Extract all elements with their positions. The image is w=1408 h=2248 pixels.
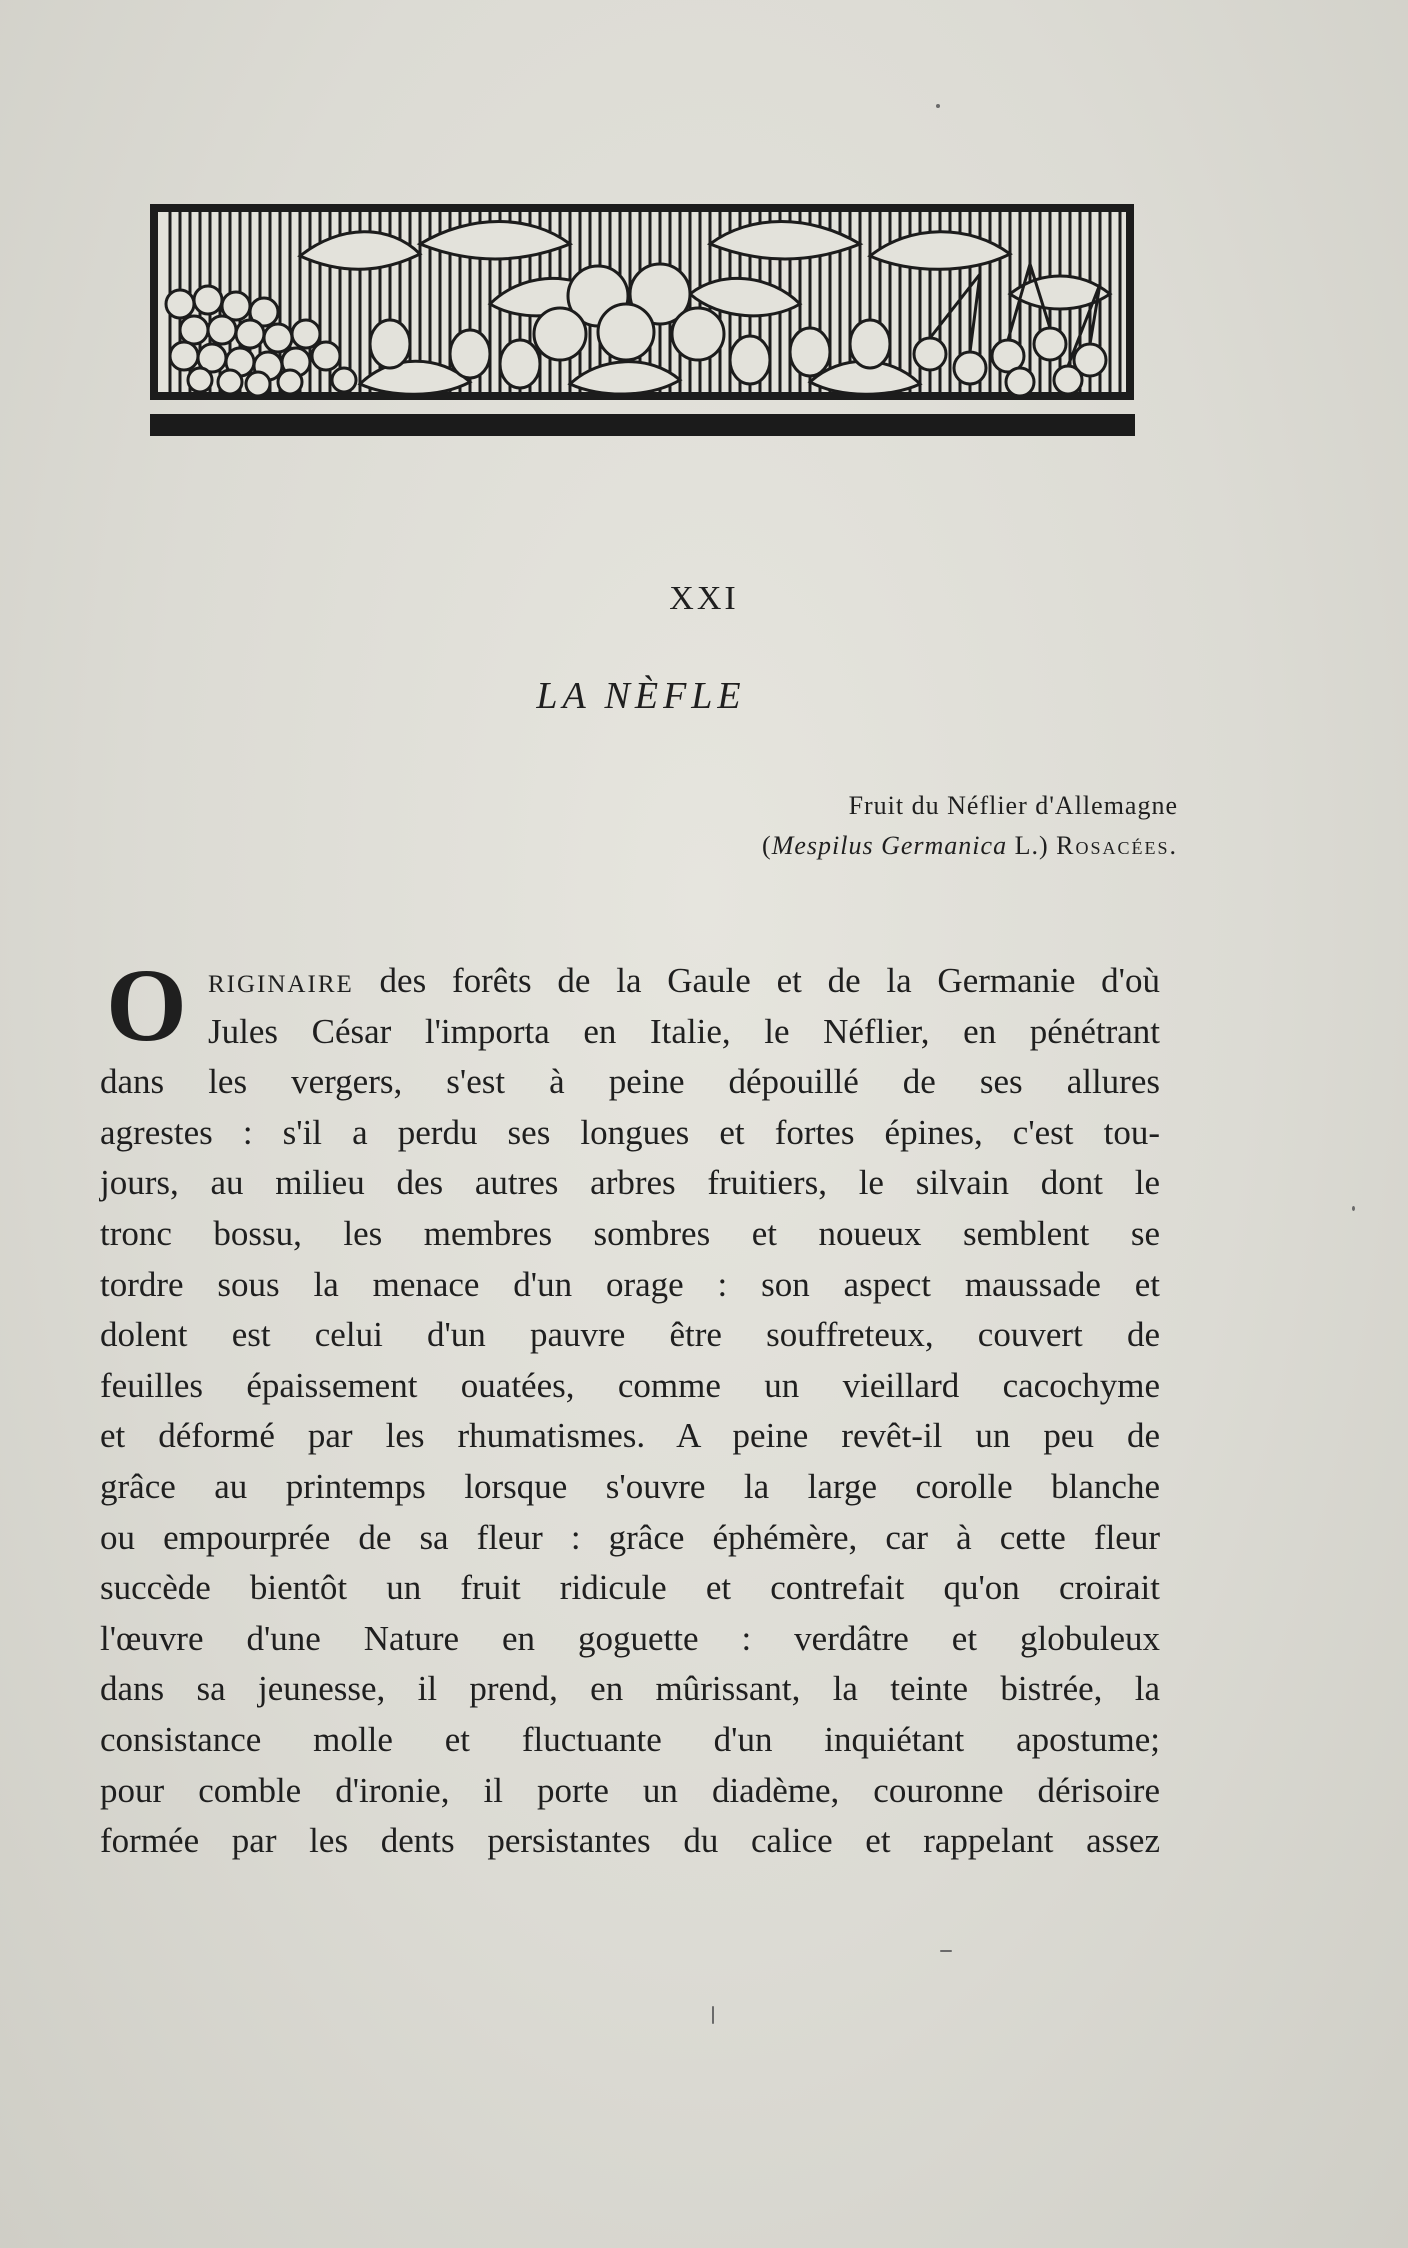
ornamental-headpiece <box>150 204 1134 400</box>
text-line: tronc bossu, les membres sombres et noueux semblent se <box>100 1213 1160 1253</box>
text-line: succède bientôt un fruit ridicule et contrefait qu'on croirait <box>100 1568 1160 1608</box>
text-line: tordre sous la menace d'un orage : son aspect maussade et <box>100 1264 1160 1304</box>
text-line: agrestes : s'il a perdu ses longues et fortes épines, c'est tou- <box>100 1112 1160 1152</box>
paper-speck <box>940 1950 952 1952</box>
subtitle-line-1: Fruit du Néflier d'Allemagne <box>848 791 1178 820</box>
text-line: ou empourprée de sa fleur : grâce éphémère, car à cette fleur <box>100 1517 1160 1557</box>
family-name: Rosacées. <box>1056 831 1178 860</box>
text-line: grâce au printemps lorsque s'ouvre la large corolle blanche <box>100 1466 1160 1506</box>
paper-speck <box>936 104 940 108</box>
paper-speck <box>712 2006 714 2024</box>
text-line: pour comble d'ironie, il porte un diadème, couronne dérisoire <box>100 1770 1160 1810</box>
text-line: formée par les dents persistantes du calice et rappelant assez <box>100 1821 1160 1861</box>
latin-name: Mespilus Germanica <box>771 831 1008 860</box>
paper-speck <box>1352 1206 1355 1211</box>
text-line: l'œuvre d'une Nature en goguette : verdâtre et globuleux <box>100 1618 1160 1658</box>
text-line: Jules César l'importa en Italie, le Néflier, en pénétrant <box>208 1011 1160 1051</box>
chapter-number: XXI <box>669 580 739 617</box>
text-line: dans les vergers, s'est à peine dépouillé de ses allures <box>100 1062 1160 1102</box>
text-line: dolent est celui d'un pauvre être souffreteux, couvert de <box>100 1315 1160 1355</box>
text-line: feuilles épaissement ouatées, comme un vieillard cacochyme <box>100 1365 1160 1405</box>
text-line: consistance molle et fluctuante d'un inquiétant apostume; <box>100 1719 1160 1759</box>
body-text <box>100 948 1160 1867</box>
horizontal-rule <box>150 414 1135 436</box>
subtitle-block <box>762 786 1178 866</box>
text-line: dans sa jeunesse, il prend, en mûrissant, la teinte bistrée, la <box>100 1669 1160 1709</box>
text-line: riginaire des forêts de la Gaule et de la Germanie d'où <box>208 961 1160 1000</box>
text-line: jours, au milieu des autres arbres fruitiers, le silvain dont le <box>100 1163 1160 1203</box>
subtitle-line-2: (Mespilus Germanica L.) Rosacées. <box>762 831 1178 860</box>
drop-cap: O <box>106 948 187 1063</box>
author-abbrev: L. <box>1014 831 1039 860</box>
chapter-title: LA NÈFLE <box>536 675 746 717</box>
text-line: et déformé par les rhumatismes. A peine revêt-il un peu de <box>100 1416 1160 1456</box>
first-word: riginaire <box>208 961 354 1000</box>
